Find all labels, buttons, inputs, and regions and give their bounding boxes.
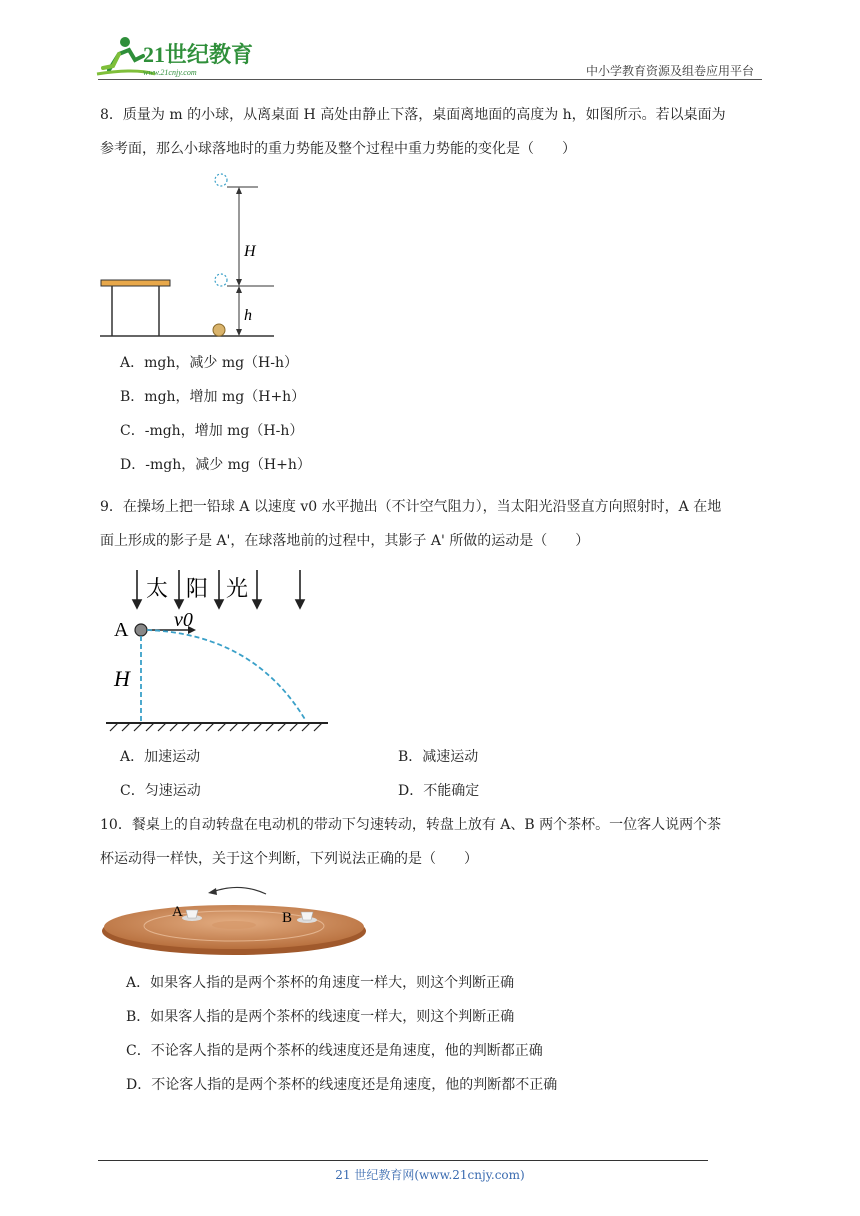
ground-hatching (110, 723, 322, 731)
question-9-line2: 面上形成的影子是 A'，在球落地前的过程中，其影子 A' 所做的运动是（ ） (100, 533, 590, 549)
ball-start-position (215, 174, 227, 186)
label-sun-2: 阳 (186, 576, 209, 601)
header-divider (98, 79, 762, 80)
trajectory-path (147, 630, 306, 721)
label-v0: v0 (174, 609, 193, 631)
label-h: h (244, 307, 252, 324)
question-9-option-a: A．加速运动 (120, 749, 201, 765)
label-sun-3: 光 (226, 576, 249, 601)
question-9-option-c: C．匀速运动 (120, 783, 201, 799)
platform-name: 中小学教育资源及组卷应用平台 (585, 64, 754, 78)
label-H: H (244, 243, 256, 260)
ball-A (135, 624, 147, 636)
ball-table-level-position (215, 274, 227, 286)
question-9-line1: 9．在操场上把一铅球 A 以速度 v0 水平抛出（不计空气阻力），当太阳光沿竖直方向照射时，A 在地 (100, 499, 722, 515)
question-8-option-d: D．-mgh，减少 mg（H+h） (120, 457, 311, 473)
label-H-q9: H (114, 666, 130, 691)
question-10-line1: 10．餐桌上的自动转盘在电动机的带动下匀速转动，转盘上放有 A、B 两个茶杯。一位客人说两个茶 (100, 817, 722, 833)
question-9-option-d: D．不能确定 (398, 783, 480, 799)
table-top (101, 280, 170, 286)
question-10-stem (100, 808, 764, 876)
question-10-option-a: A．如果客人指的是两个茶杯的角速度一样大，则这个判断正确 (126, 975, 515, 991)
footer-divider (98, 1160, 708, 1161)
question-9-option-b: B．减速运动 (398, 749, 479, 765)
question-9-figure (104, 566, 332, 732)
footer-link[interactable]: 21 世纪教育网(www.21cnjy.com) (335, 1168, 525, 1182)
label-cup-B: B (282, 910, 293, 926)
question-10-line2: 杯运动得一样快，关于这个判断，下列说法正确的是（ ） (100, 851, 478, 867)
question-8-line2: 参考面，那么小球落地时的重力势能及整个过程中重力势能的变化是（ ） (100, 141, 576, 157)
label-A: A (114, 619, 129, 641)
question-8-figure (98, 170, 278, 342)
ball-on-ground (213, 324, 225, 336)
question-8-option-c: C．-mgh，增加 mg（H-h） (120, 423, 304, 439)
question-8-option-b: B．mgh，增加 mg（H+h） (120, 389, 306, 405)
question-10-figure (100, 882, 368, 958)
rotation-arrow (212, 887, 266, 894)
label-sun-1: 太 (146, 576, 169, 601)
question-10-option-b: B．如果客人指的是两个茶杯的线速度一样大，则这个判断正确 (126, 1009, 515, 1025)
question-8-stem (100, 98, 764, 166)
logo-url: www.21cnjy.com (143, 68, 197, 77)
question-10-option-d: D．不论客人指的是两个茶杯的线速度还是角速度，他的判断都不正确 (126, 1077, 558, 1093)
site-logo (95, 34, 270, 80)
question-9-stem (100, 490, 764, 558)
question-10-option-c: C．不论客人指的是两个茶杯的线速度还是角速度，他的判断都正确 (126, 1043, 543, 1059)
label-cup-A: A (172, 904, 183, 920)
logo-text: 21世纪教育 (143, 42, 254, 67)
question-8-line1: 8．质量为 m 的小球，从离桌面 H 高处由静止下落，桌面离地面的高度为 h，如图所示。若以桌面为 (100, 107, 726, 123)
question-8-option-a: A．mgh，减少 mg（H-h） (120, 355, 299, 371)
